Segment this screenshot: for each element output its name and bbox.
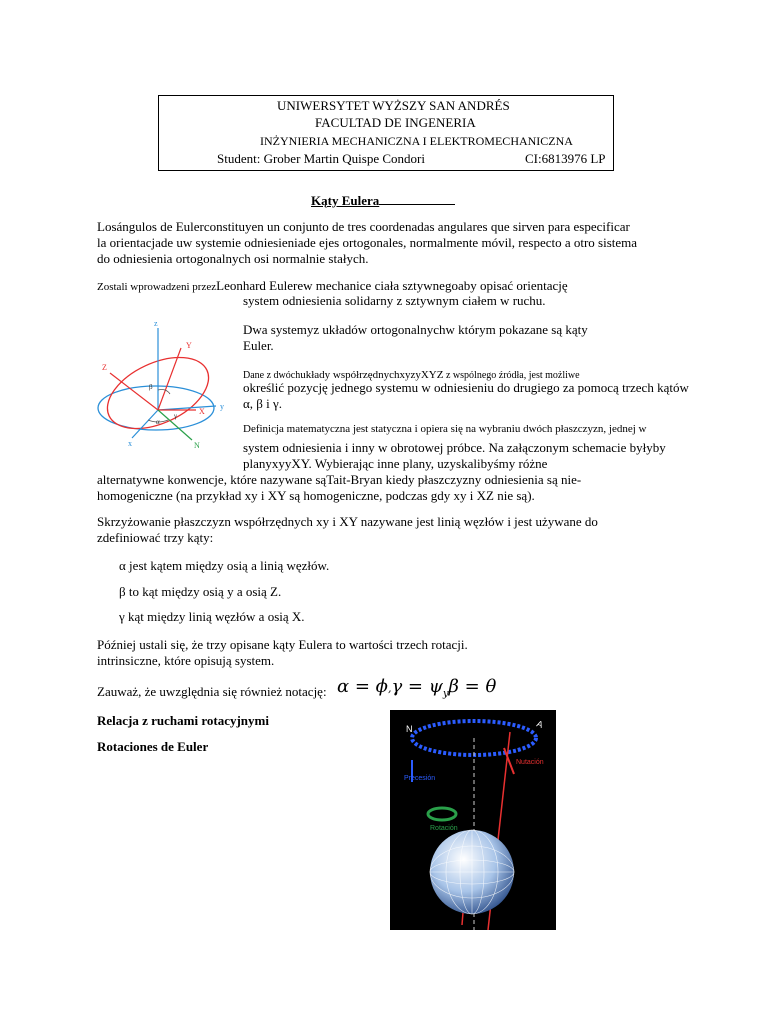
label-beta: β xyxy=(149,383,153,391)
globe-label-rotacion: Rotación xyxy=(430,825,458,832)
student-name: Student: Grober Martin Quispe Condori xyxy=(217,151,425,166)
label-x: x xyxy=(128,439,132,448)
department-name: INŻYNIERIA MECHANICZNA I ELEKTROMECHANICZNA xyxy=(260,134,573,148)
given-suffix: z wspólnego źródła, jest możliwe xyxy=(443,370,580,381)
definition-line-3: planyxyyXY. Wybierając inne plany, uzyskalibyśmy różne xyxy=(243,456,548,471)
label-X: X xyxy=(199,407,205,416)
label-gamma: γ xyxy=(174,412,178,420)
two-systems-line-2: Euler. xyxy=(243,338,274,353)
introduced-text: Leonhard Eulerew mechanice ciała sztywnegoaby opisać orientację xyxy=(216,278,568,293)
list-item xyxy=(119,558,329,574)
definition-line-1: Definicja matematyczna jest statyczna i opiera się na wybraniu dwóch płaszczyzn, jednej w xyxy=(243,423,647,435)
student-id: CI:6813976 LP xyxy=(525,151,606,166)
given-main: układy współrzędnychxyzyXYZ xyxy=(300,369,444,381)
formula-comma: , xyxy=(387,682,392,695)
formula-gamma: γ = ψ xyxy=(391,676,443,697)
definition-line-5: homogeniczne (na przykład xy i XY są homogeniczne, podczas gdy xy i XZ nie są). xyxy=(97,488,535,503)
x-axis xyxy=(132,410,158,438)
definition-line-4: alternatywne konwencje, które nazywane sąTait-Bryan kiedy płaszczyzny odniesienia są nie- xyxy=(97,472,582,487)
given-line-2: określić pozycję jednego systemu w odniesieniu do drugiego za pomocą trzech kątów xyxy=(243,380,689,395)
formula-alpha: α = ϕ xyxy=(337,676,388,697)
globe-label-nutacion: Nutación xyxy=(516,759,544,766)
globe-label-precesion: Precesión xyxy=(404,775,436,782)
page-title: Kąty Eulera xyxy=(311,193,455,209)
label-alpha: α xyxy=(156,418,160,426)
Z-axis xyxy=(158,348,181,410)
later-line-2: intrinsiczne, które opisują system. xyxy=(97,653,275,668)
formula-sub: y xyxy=(442,688,449,700)
euler-angles-diagram xyxy=(96,318,236,458)
intersection-line-1: Skrzyżowanie płaszczyzn współrzędnych xy i XY nazywane jest linią węzłów i jest używane do xyxy=(97,514,598,529)
intro-line-1: Losángulos de Eulerconstituyen un conjunto de tres coordenadas angulares que sirven para especificar xyxy=(97,219,630,234)
bullet-text: β to kąt między osią y a osią Z. xyxy=(119,584,282,599)
formula-beta: β = θ xyxy=(448,676,497,697)
notation-label: Zauważ, że uwzględnia się również notację: xyxy=(97,684,327,699)
list-item xyxy=(119,584,281,600)
intro-line-2: la orientacjade uw systemie odniesieniade ejes ortogonales, normalmente móvil, respecto a otro sistema xyxy=(97,235,638,250)
label-Y: Y xyxy=(186,341,192,350)
section-heading-rotational: Relacja z ruchami rotacyjnymi xyxy=(97,713,269,728)
bullet-text: α jest kątem między osią a linią węzłów. xyxy=(119,558,330,573)
two-systems-line-1: Dwa systemyz układów ortogonalnychw którym pokazane są kąty xyxy=(243,322,588,337)
list-item xyxy=(119,609,305,625)
given-prefix: Dane z dwóch xyxy=(243,370,301,381)
label-z: z xyxy=(154,319,158,328)
given-line-3: α, β i γ. xyxy=(243,396,283,411)
intersection-line-2: zdefiniować trzy kąty: xyxy=(97,530,214,545)
label-y: y xyxy=(220,402,224,411)
intro-line-3: do odniesienia ortogonalnych osi normalnie stałych. xyxy=(97,251,369,266)
label-Z: Z xyxy=(102,363,107,372)
introduced-prefix: Zostali wprowadzeni przez xyxy=(97,281,217,293)
label-N: N xyxy=(194,441,200,450)
euler-rotation-globe-image xyxy=(390,710,556,930)
euler-notation-formula xyxy=(337,676,496,700)
university-name: UNIWERSYTET WYŻSZY SAN ANDRÉS xyxy=(277,98,510,113)
globe-label-N: N xyxy=(406,724,413,734)
introduced-line-2: system odniesienia solidarny z sztywnym ciałem w ruchu. xyxy=(243,293,546,308)
bullet-text: γ kąt między linią węzłów a osią X. xyxy=(119,609,305,624)
later-line-1: Później ustali się, że trzy opisane kąty Eulera to wartości trzech rotacji. xyxy=(97,637,468,652)
y-axis xyxy=(158,406,216,410)
definition-line-2: system odniesienia i inny w obrotowej próbce. Na załączonym schemacie byłyby xyxy=(243,440,666,455)
globe-label-A-arrow: A xyxy=(535,718,545,730)
faculty-name: FACULTAD DE INGENERIA xyxy=(315,115,476,130)
section-heading-rotaciones: Rotaciones de Euler xyxy=(97,739,209,754)
